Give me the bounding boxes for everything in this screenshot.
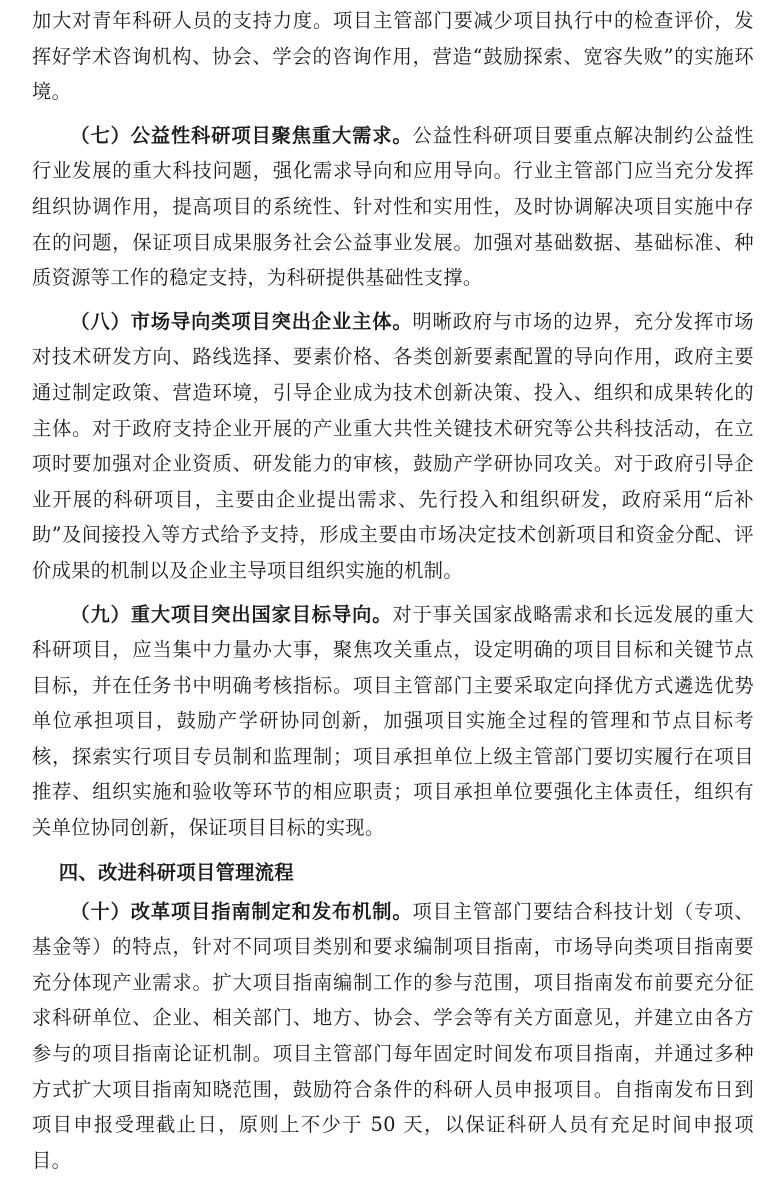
paragraph-item-10 [32, 894, 754, 1178]
paragraph-text: 对于事关国家战略需求和长远发展的重大科研项目，应当集中力量办大事，聚焦攻关重点，设定明确的项目目标和关键节点目标，并在任务书中明确考核指标。项目主管部门主要采取定向择优方式遴选优势单位承担项目，鼓励产学研协同创新，加强项目实施全过程的管理和节点目标考核，探索实行项目专员制和监理制；项目承担单位上级主管部门要切实履行在项目推荐、组织实施和验收等环节的相应职责；项目承担单位要强化主体责任，组织有关单位协同创新，保证项目目标的实现。 [32, 602, 754, 840]
paragraph-gap [32, 589, 754, 597]
paragraph-item-7 [32, 118, 754, 296]
paragraph-lead: （七）公益性科研项目聚焦重大需求。 [70, 123, 413, 147]
paragraph-lead: （九）重大项目突出国家目标导向。 [70, 602, 393, 626]
paragraph-gap [32, 296, 754, 304]
paragraph-gap [32, 110, 754, 118]
paragraph-text: 项目主管部门要结合科技计划（专项、基金等）的特点，针对不同项目类别和要求编制项目指南，市场导向类项目指南要充分体现产业需求。扩大项目指南编制工作的参与范围，项目指南发布前要充分征求科研单位、企业、相关部门、地方、协会、学会等有关方面意见，并建立由各方参与的项目指南论证机制。项目主管部门每年固定时间发布项目指南，并通过多种方式扩大项目指南知晓范围，鼓励符合条件的科研人员申报项目。自指南发布日到项目申报受理截止日，原则上不少于 50 天，以保证科研人员有充足时间申报项目。 [32, 899, 754, 1172]
section-heading: 四、改进科研项目管理流程 [58, 860, 294, 884]
paragraph-item-9 [32, 597, 754, 846]
paragraph-text: 公益性科研项目要重点解决制约公益性行业发展的重大科技问题，强化需求导向和应用导向。行业主管部门应当充分发挥组织协调作用，提高项目的系统性、针对性和实用性，及时协调解决项目实施中存在的问题，保证项目成果服务社会公益事业发展。加强对基础数据、基础标准、种质资源等工作的稳定支持，为科研提供基础性支撑。 [32, 123, 754, 290]
paragraph-lead: （八）市场导向类项目突出企业主体。 [70, 309, 413, 333]
paragraph-text: 加大对青年科研人员的支持力度。项目主管部门要减少项目执行中的检查评价，发挥好学术咨询机构、协会、学会的咨询作用，营造“鼓励探索、宽容失败”的实施环境。 [32, 9, 754, 104]
paragraph-lead: （十）改革项目指南制定和发布机制。 [70, 899, 413, 923]
paragraph-item-8 [32, 304, 754, 589]
paragraph-continued [32, 3, 754, 110]
paragraph-text: 明晰政府与市场的边界，充分发挥市场对技术研发方向、路线选择、要素价格、各类创新要素配置的导向作用，政府主要通过制定政策、营造环境，引导企业成为技术创新决策、投入、组织和成果转化的主体。对于政府支持企业开展的产业重大共性关键技术研究等公共科技活动，在立项时要加强对企业资质、研发能力的审核，鼓励产学研协同攻关。对于政府引导企业开展的科研项目，主要由企业提出需求、先行投入和组织研发，政府采用“后补助”及间接投入等方式给予支持，形成主要由市场决定技术创新项目和资金分配、评价成果的机制以及企业主导项目组织实施的机制。 [32, 309, 754, 582]
